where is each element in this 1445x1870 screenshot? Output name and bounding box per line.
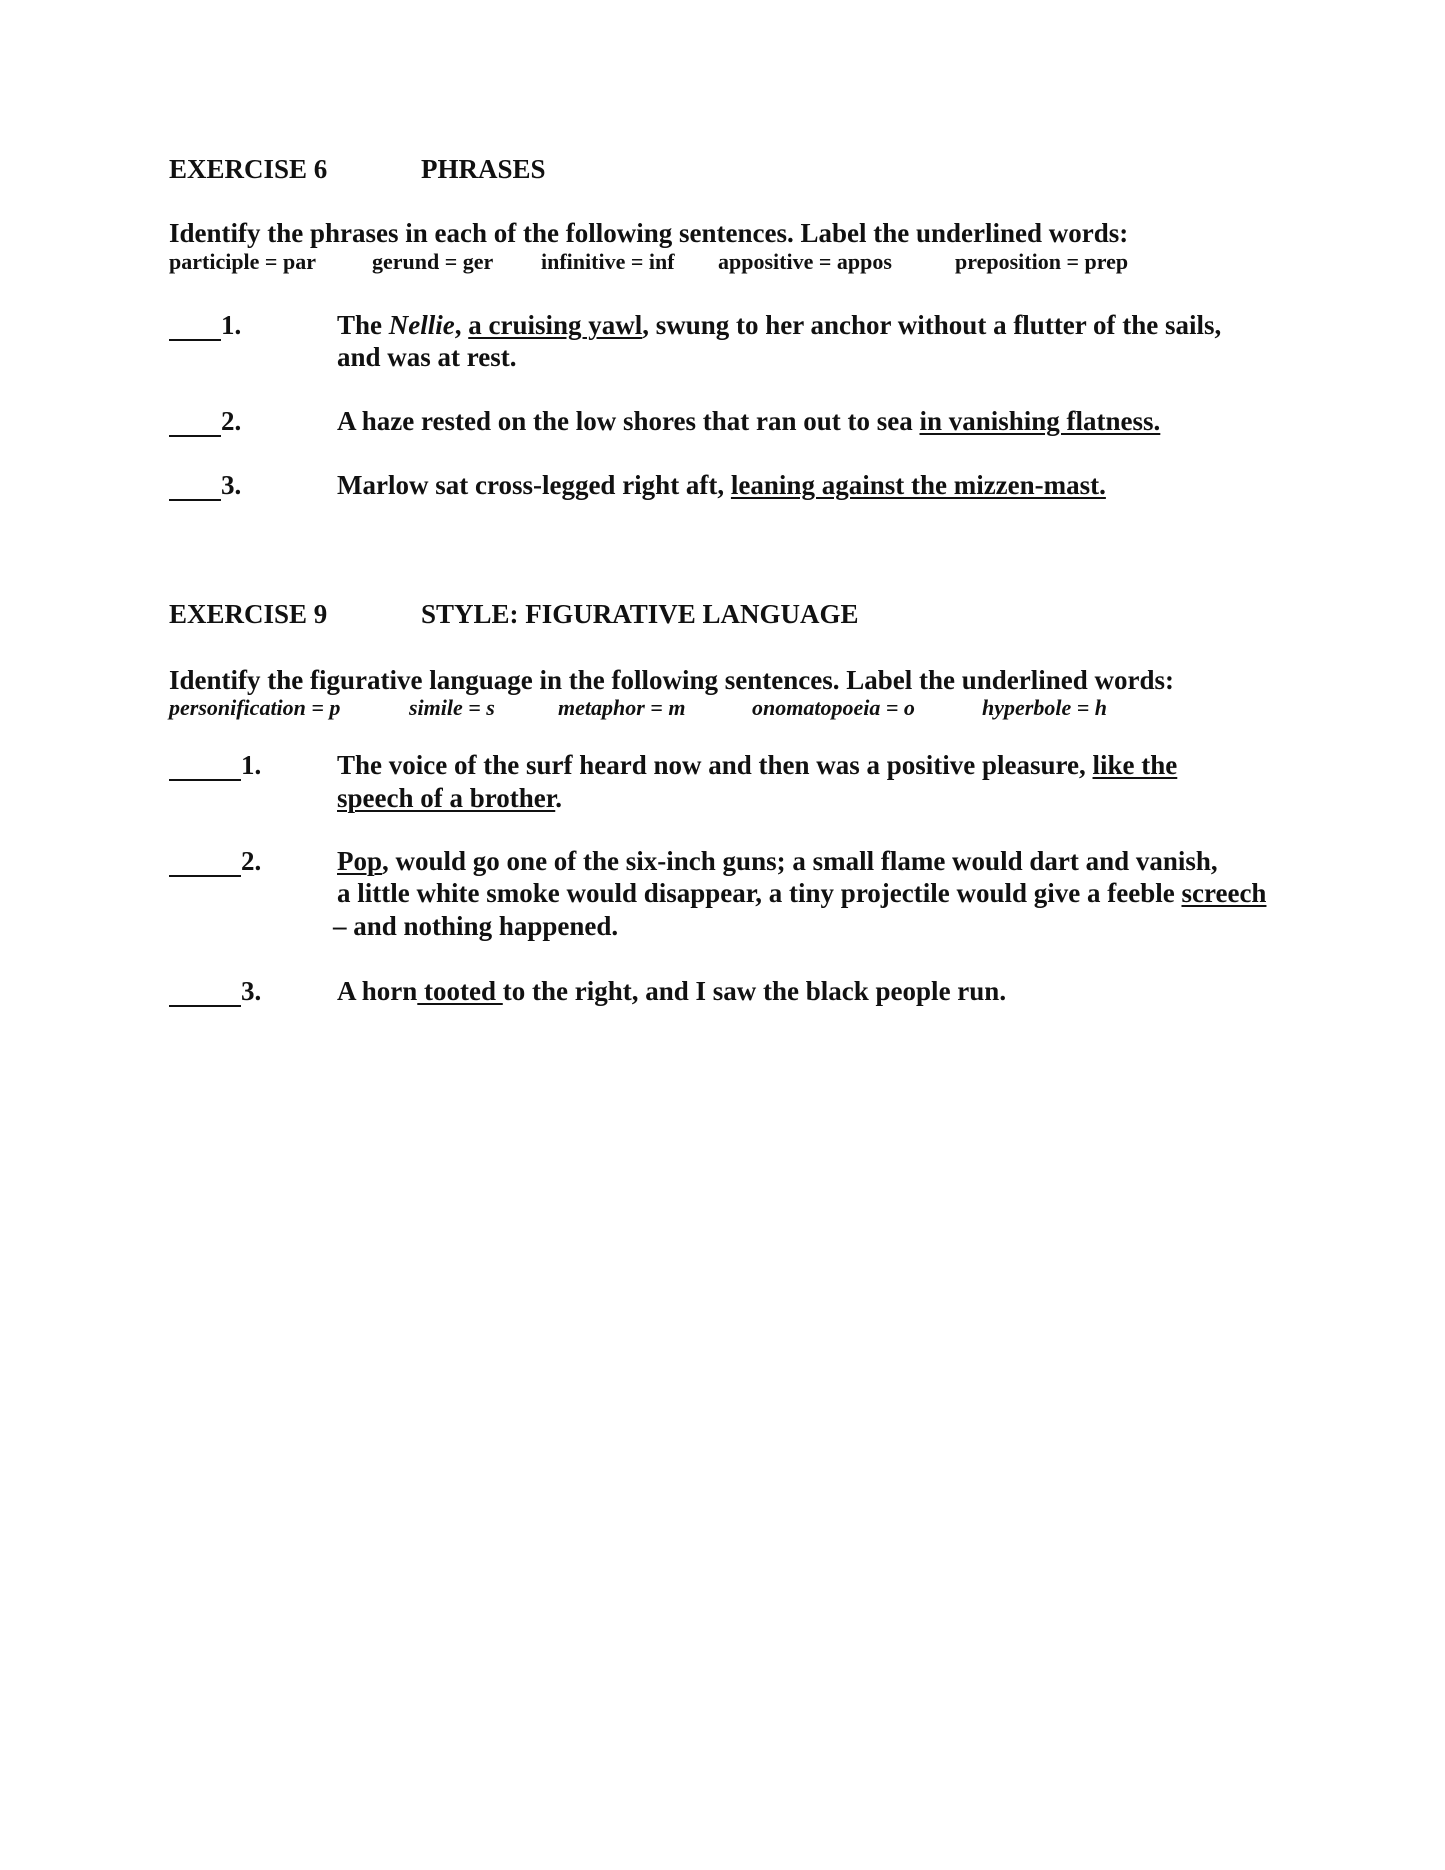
legend-item: onomatopoeia = o <box>752 695 915 720</box>
sentence: A haze rested on the low shores that ran out to sea in vanishing flatness. <box>337 406 1161 436</box>
exercise-9-title: STYLE: FIGURATIVE LANGUAGE <box>421 599 859 629</box>
sentence-continuation: a little white smoke would disappear, a tiny projectile would give a feeble screech <box>337 878 1267 908</box>
sentence-continuation: speech of a brother. <box>337 783 562 813</box>
answer-blank[interactable]: 2. <box>169 848 261 877</box>
sentence: Pop, would go one of the six-inch guns; a small flame would dart and vanish, <box>337 846 1218 876</box>
legend-item: participle = par <box>169 249 316 274</box>
exercise-6-label: EXERCISE 6 <box>169 154 328 184</box>
sentence-continuation: – and nothing happened. <box>333 911 619 941</box>
answer-blank[interactable]: 1. <box>169 312 241 341</box>
legend-item: appositive = appos <box>718 249 892 274</box>
legend-item: gerund = ger <box>372 249 494 274</box>
sentence: Marlow sat cross-legged right aft, leaning against the mizzen-mast. <box>337 470 1106 500</box>
answer-blank[interactable]: 1. <box>169 752 261 781</box>
answer-blank[interactable]: 3. <box>169 472 241 501</box>
exercise-6-instruction: Identify the phrases in each of the following sentences. Label the underlined words: <box>169 218 1129 248</box>
exercise-9-label: EXERCISE 9 <box>169 599 328 629</box>
sentence-continuation: and was at rest. <box>337 342 517 372</box>
legend-item: infinitive = inf <box>541 249 675 274</box>
legend-item: preposition = prep <box>955 249 1129 274</box>
answer-blank[interactable]: 3. <box>169 978 261 1007</box>
exercise-6-title: PHRASES <box>421 154 546 184</box>
legend-item: personification = p <box>169 695 341 720</box>
answer-blank[interactable]: 2. <box>169 408 241 437</box>
exercise-9-instruction: Identify the figurative language in the following sentences. Label the underlined words: <box>169 665 1175 695</box>
legend-item: metaphor = m <box>558 695 686 720</box>
legend-item: hyperbole = h <box>982 695 1107 720</box>
sentence: The Nellie, a cruising yawl, swung to her anchor without a flutter of the sails, <box>337 310 1222 340</box>
sentence: A horn tooted to the right, and I saw the black people run. <box>337 976 1007 1006</box>
legend-item: simile = s <box>409 695 495 720</box>
sentence: The voice of the surf heard now and then was a positive pleasure, like the <box>337 750 1178 780</box>
